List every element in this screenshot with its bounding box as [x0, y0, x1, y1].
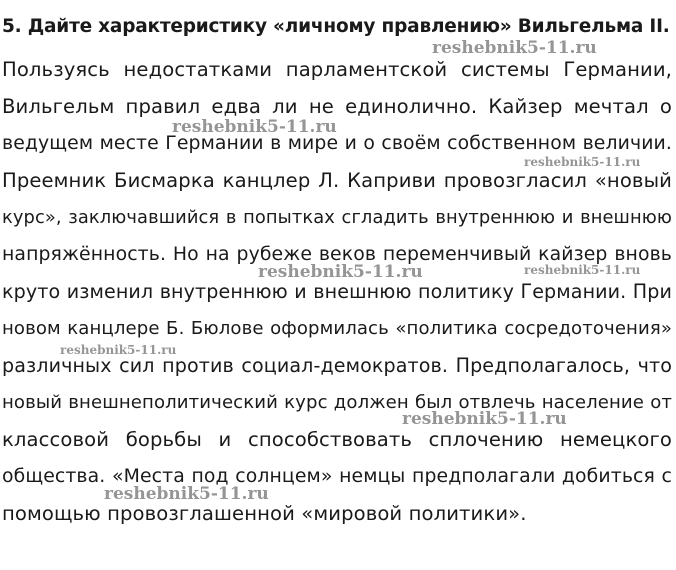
watermark-text: reshebnik5-11.ru — [524, 155, 641, 169]
watermark-text: reshebnik5-11.ru — [258, 262, 423, 282]
watermark-text: reshebnik5-11.ru — [402, 409, 567, 429]
text-line-6: напряжённость. Но на рубеже веков переменчивый кайзер вновь — [2, 244, 672, 265]
watermark-text: reshebnik5-11.ru — [432, 38, 597, 58]
watermark-text: reshebnik5-11.ru — [172, 117, 337, 137]
text-line-1: Пользуясь недостатками парламентской системы Германии, — [2, 58, 672, 81]
text-line-11: классовой борьбы и способствовать сплочению немецкого — [2, 428, 672, 451]
watermark-text: reshebnik5-11.ru — [60, 343, 177, 357]
question-heading: 5. Дайте характеристику «личному правлению» Вильгельма II. — [2, 16, 670, 37]
watermark-text: reshebnik5-11.ru — [524, 263, 641, 277]
text-line-5: курс», заключавшийся в попытках сгладить внутреннюю и внешнюю — [2, 207, 672, 228]
watermark-text: reshebnik5-11.ru — [104, 484, 269, 504]
text-line-12: общества. «Места под солнцем» немцы предполагали добиться с — [2, 466, 672, 487]
text-line-10: новый внешнеполитический курс должен был отвлечь население от — [2, 392, 672, 413]
text-line-2: Вильгельм правил едва ли не единолично. Кайзер мечтал о — [2, 95, 672, 118]
text-line-7: круто изменил внутреннюю и внешнюю политику Германии. При — [2, 280, 672, 303]
text-line-13: помощью провозглашенной «мировой политики». — [2, 502, 527, 525]
text-line-4: Преемник Бисмарка канцлер Л. Каприви провозгласил «новый — [2, 169, 672, 192]
text-line-9: различных сил против социал-демократов. Предполагалось, что — [2, 354, 672, 377]
text-line-3: ведущем месте Германии в мире и о своём собственном величии. — [2, 133, 672, 154]
text-line-8: новом канцлере Б. Бюлове оформилась «политика сосредоточения» — [2, 318, 672, 339]
